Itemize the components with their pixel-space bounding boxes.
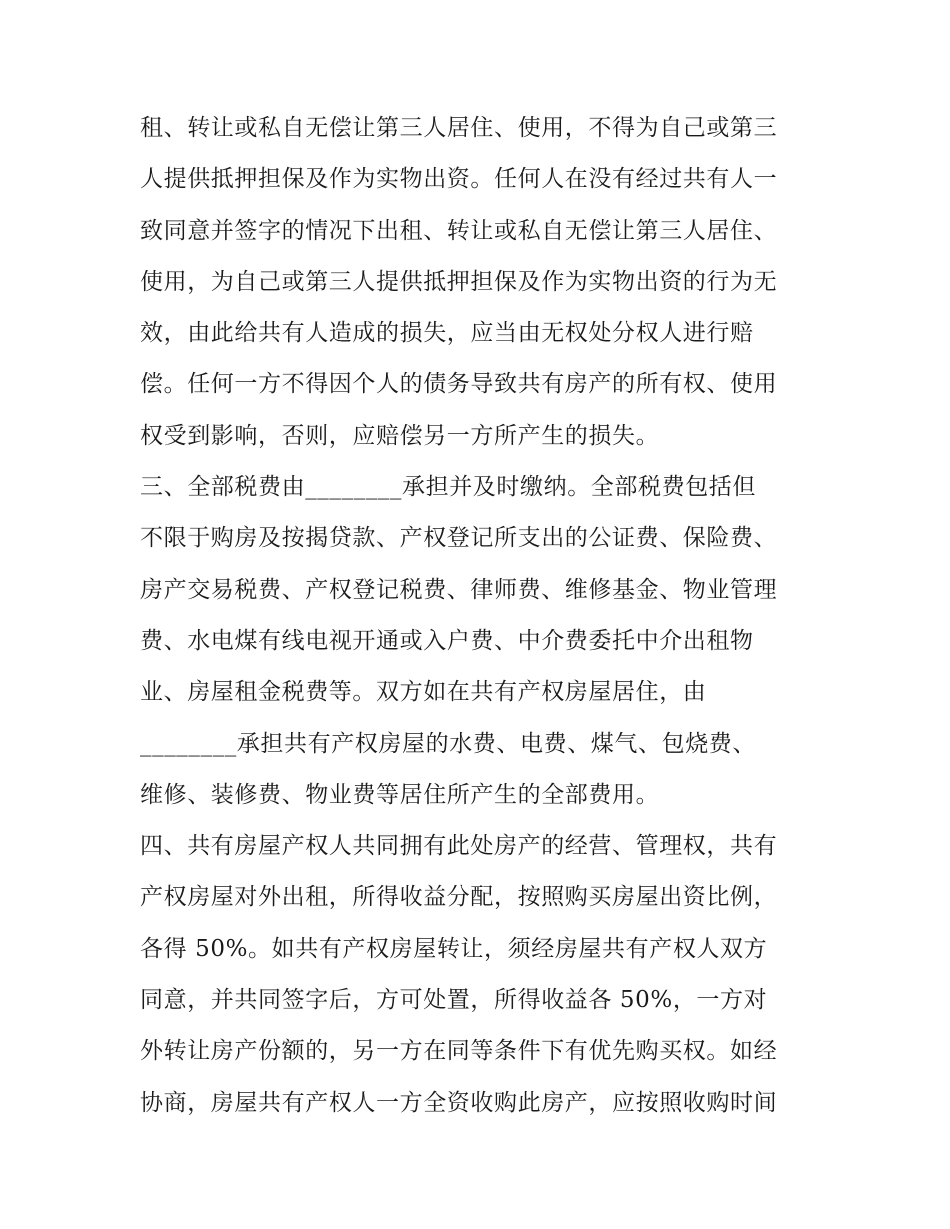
document-body [140, 108, 820, 1134]
text-line: 维修、装修费、物业费等居住所产生的全部费用。 [140, 781, 660, 808]
text-line: ________承担共有产权房屋的水费、电费、煤气、包烧费、 [140, 730, 756, 757]
text-line: 产权房屋对外出租，所得收益分配，按照购买房屋出资比例， [140, 884, 778, 911]
text-line: 房产交易税费、产权登记税费、律师费、维修基金、物业管理 [140, 576, 778, 603]
text-line: 致同意并签字的情况下出租、转让或私自无偿让第三人居住、 [140, 217, 778, 244]
text-line: 租、转让或私自无偿让第三人居住、使用，不得为自己或第三 [140, 115, 778, 141]
text-line: 各得 50%。如共有产权房屋转让，须经房屋共有产权人双方 [140, 935, 768, 962]
text-line: 不限于购房及按揭贷款、产权登记所支出的公证费、保险费、 [140, 525, 778, 552]
text-line: 人提供抵押担保及作为实物出资。任何人在没有经过共有人一 [140, 166, 778, 193]
section-3-heading-line: 三、全部税费由________承担并及时缴纳。全部税费包括但 [140, 474, 756, 501]
text-line: 效，由此给共有人造成的损失，应当由无权处分权人进行赔 [140, 320, 754, 347]
text-line: 协商，房屋共有产权人一方全资收购此房产，应按照收购时间 [140, 1089, 778, 1116]
text-line: 同意，并共同签字后，方可处置，所得收益各 50%，一方对 [140, 987, 768, 1014]
text-line: 偿。任何一方不得因个人的债务导致共有房产的所有权、使用 [140, 371, 778, 398]
text-line: 权受到影响，否则，应赔偿另一方所产生的损失。 [140, 422, 660, 449]
text-line: 费、水电煤有线电视开通或入户费、中介费委托中介出租物 [140, 627, 754, 654]
text-line: 使用，为自己或第三人提供抵押担保及作为实物出资的行为无 [140, 268, 778, 295]
text-line: 外转让房产份额的，另一方在同等条件下有优先购买权。如经 [140, 1038, 778, 1065]
text-line: 业、房屋租金税费等。双方如在共有产权房屋居住，由 [140, 679, 707, 706]
section-4-heading-line: 四、共有房屋产权人共同拥有此处房产的经营、管理权，共有 [140, 833, 778, 860]
